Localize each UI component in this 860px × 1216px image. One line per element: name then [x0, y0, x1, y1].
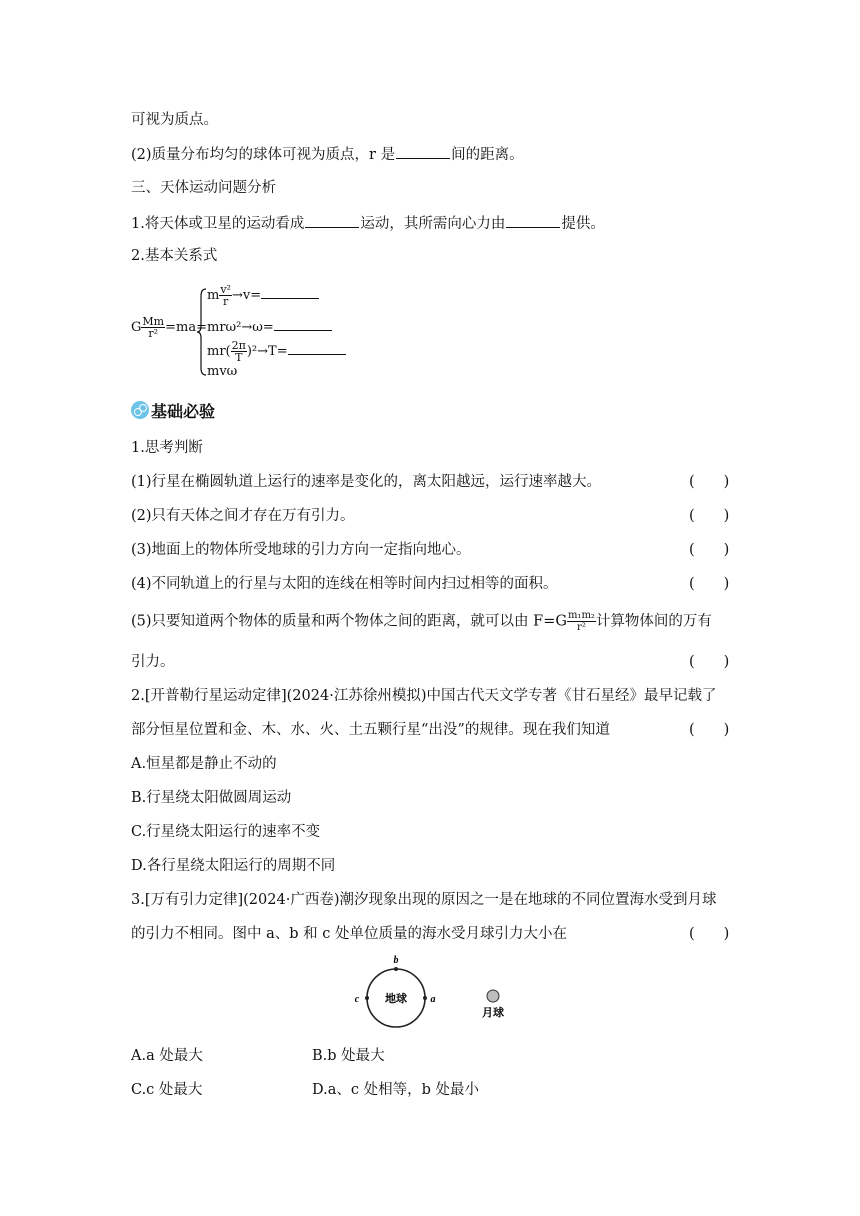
option-b: B.b 处最大 — [312, 1048, 385, 1064]
fill-blank — [261, 286, 319, 299]
fill-blank — [396, 144, 450, 159]
formula-text: G — [131, 320, 142, 335]
judge-item: (2)只有天体之间才存在万有引力。 — [131, 508, 355, 524]
gravitation-formula — [131, 282, 391, 382]
text-line — [131, 144, 524, 165]
text-line: 2.基本关系式 — [131, 248, 218, 264]
option-a: A.a 处最大 — [131, 1048, 203, 1064]
option-d: D.a、c 处相等，b 处最小 — [312, 1082, 479, 1098]
label-a: a — [430, 994, 436, 1005]
answer-paren: ( ) — [689, 654, 730, 670]
text-line: 可视为质点。 — [131, 112, 218, 128]
answer-paren: ( ) — [689, 542, 730, 558]
formula-row: mrω²→ω= — [207, 318, 332, 335]
option-c: C.行星绕太阳运行的速率不变 — [131, 824, 321, 840]
question-line: 2.[开普勒行星运动定律](2024·江苏徐州模拟)中国古代天文学专著《甘石星经》最早记载了 — [131, 688, 717, 704]
fraction: $\frac{\text{m₁m₂}}{\text{r²}}$ — [567, 610, 595, 633]
fraction: $\frac{Mm}{\text{r²}}$ — [142, 315, 165, 340]
fraction: $\frac{2\pi}{T}$ — [231, 339, 246, 364]
section-title-text: 基础必验 — [151, 401, 216, 421]
judge-item-cont: 引力。 — [131, 654, 175, 670]
formula-row: mr( $\frac{2\pi}{T}$ )²→T= — [207, 340, 346, 363]
section-badge-icon — [131, 401, 149, 419]
answer-paren: ( ) — [689, 508, 730, 524]
fill-blank — [274, 318, 332, 331]
answer-paren: ( ) — [689, 474, 730, 490]
earth-moon-figure — [340, 950, 520, 1040]
text-fragment: 1.将天体或卫星的运动看成 — [131, 216, 305, 232]
judge-item: (1)行星在椭圆轨道上运行的速率是变化的，离太阳越远，运行速率越大。 — [131, 474, 602, 490]
formula-lhs — [131, 316, 207, 339]
judge-item: (3)地面上的物体所受地球的引力方向一定指向地心。 — [131, 542, 471, 558]
fraction: $\frac{\text{v²}}{r}$ — [220, 283, 231, 308]
answer-paren: ( ) — [689, 576, 730, 592]
question-line: 3.[万有引力定律](2024·广西卷)潮汐现象出现的原因之一是在地球的不同位置海水受到月球 — [131, 892, 717, 908]
judge-item — [131, 610, 712, 633]
option-c: C.c 处最大 — [131, 1082, 203, 1098]
option-b: B.行星绕太阳做圆周运动 — [131, 790, 292, 806]
point-a — [423, 996, 427, 1000]
point-b — [394, 967, 398, 971]
label-c: c — [354, 994, 360, 1005]
option-d: D.各行星绕太阳运行的周期不同 — [131, 858, 336, 874]
brace-icon — [197, 288, 207, 376]
label-earth: 地球 — [385, 992, 407, 1005]
text-fragment: (5)只要知道两个物体的质量和两个物体之间的距离，就可以由 F=G — [131, 613, 567, 630]
question-line: 的引力不相同。图中 a、b 和 c 处单位质量的海水受月球引力大小在 — [131, 926, 567, 942]
section-title — [131, 398, 215, 422]
formula-text: =ma= — [165, 320, 207, 335]
judge-item: (4)不同轨道上的行星与太阳的连线在相等时间内扫过相等的面积。 — [131, 576, 558, 592]
fill-blank — [506, 213, 560, 228]
answer-paren: ( ) — [689, 926, 730, 942]
label-b: b — [393, 955, 399, 966]
formula-row: mvω — [207, 364, 238, 379]
answer-paren: ( ) — [689, 722, 730, 738]
fill-blank — [305, 213, 359, 228]
text-fragment: (2)质量分布均匀的球体可视为质点，r 是 — [131, 147, 396, 163]
text-fragment: 间的距离。 — [451, 147, 524, 163]
label-moon: 月球 — [482, 1006, 504, 1019]
text-line — [131, 213, 605, 234]
text-fragment: 运动，其所需向心力由 — [360, 216, 506, 232]
text-fragment: 计算物体间的万有 — [595, 613, 712, 630]
point-c — [365, 996, 369, 1000]
option-a: A.恒星都是静止不动的 — [131, 756, 277, 772]
question-line: 部分恒星位置和金、木、水、火、土五颗行星“出没”的规律。现在我们知道 — [131, 722, 610, 738]
fill-blank — [288, 342, 346, 355]
section-heading: 三、天体运动问题分析 — [131, 180, 276, 196]
formula-row: m $\frac{\text{v²}}{r}$ →v= — [207, 284, 319, 307]
moon-circle — [487, 990, 499, 1002]
question-title: 1.思考判断 — [131, 440, 203, 456]
text-fragment: 提供。 — [561, 216, 605, 232]
